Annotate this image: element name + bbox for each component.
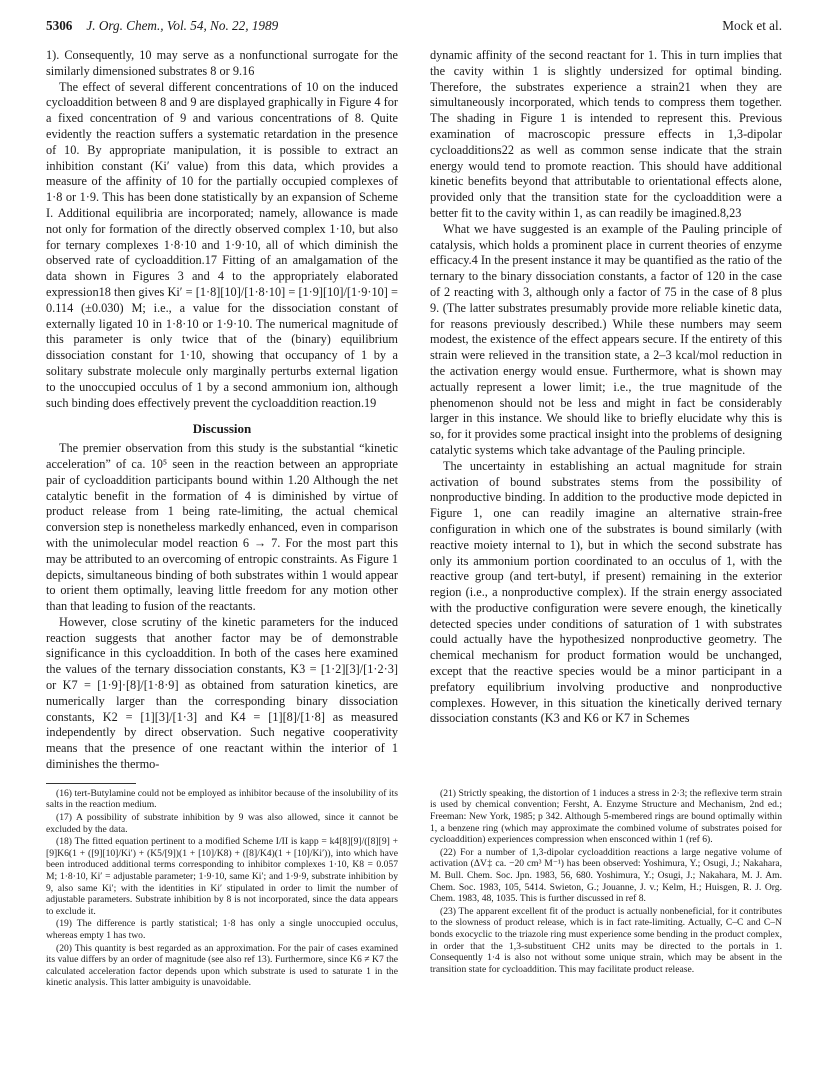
- footnote-17: (17) A possibility of substrate inhibition by 9 was also allowed, since it cannot be excluded by the data.: [46, 812, 398, 835]
- footnote-21: (21) Strictly speaking, the distortion of 1 induces a stress in 2·3; the reflexive term strain is used by chemical convention; Fersht, A. Enzyme Structure and Mechanism, 2nd ed.; Freeman: New York, 1985; p 342. Although 5-membered rings are bound optimally within 1, a benzene ring (which may approximate the combined volume of substrates poised for cycloaddition) experiences compression when ensconced within 1 (ref 6).: [430, 787, 782, 846]
- author-line: Mock et al.: [722, 18, 782, 33]
- body-columns: [46, 48, 782, 773]
- right-column: [430, 48, 782, 773]
- footnote-23: (23) The apparent excellent fit of the product is actually nonbeneficial, for it contributes to the slowness of product release, which is in fact rate-limiting. Actually, C–C and C–N bonds exocyclic to the triazole ring must experience some bending in the product complex, in order that the 1,3-substituent CH2 units may be directed to the portals in 1. Consequently 1·4 is also not without some unique strain, which may be absent in the transition state for cycloaddition. This may facilitate product release.: [430, 905, 782, 975]
- paragraph: dynamic affinity of the second reactant for 1. This in turn implies that the cavity within 1 is slightly undersized for optimal binding. Therefore, the substrates experience a strain21 when they are simultaneously incorporated, which tends to compress them together. The shading in Figure 1 is intended to represent this. Previous examination of macroscopic pressure effects in 1,3-dipolar cycloadditions22 as well as common sense indicate that the strain energy would tend to promote reaction. This should have additional kinetic benefits beyond that attributable to orientational effects alone, provided only that the transition state for the cycloaddition were a better fit to the cavity within 1, as can readily be imagined.8,23: [430, 48, 782, 220]
- paragraph: The premier observation from this study is the substantial “kinetic acceleration” of ca. 10⁵ seen in the reaction between an appropriate pair of cycloaddition participants bound within 1.20 Although the net catalytic benefit in the formation of 4 is diminished by virtue of product release from 1 being rate-limiting, the actual chemical conversion step is nonetheless markedly enhanced, even in comparison with the unimolecular model reaction 6 → 7. For the most part this may be attributed to an overcoming of entropic constraints. As Figure 1 depicts, simultaneous binding of both substrates within 1 would appear to orient them optimally, leaving little freedom for any motion other than that leading to fusion of the reactants.: [46, 441, 398, 614]
- paragraph: What we have suggested is an example of the Pauling principle of catalysis, which holds a prominent place in current theories of enzyme efficacy.4 In the present instance it may be quantified as the ratio of the ternary to the binary dissociation constants, a factor of 120 in the case of 2 reacting with 3, although only a factor of 75 in the case of 8 plus 9. (The latter substrates presumably provide more reliable kinetic data, for reasons previously described.) While these numbers may seem modest, the existence of the effect appears secure. If the entirety of this strain were relieved in the transition state, a 2–3 kcal/mol reduction in the activation energy would ensue. Furthermore, what is shown may actually represent a lower limit; i.e., the true magnitude of the phenomenon should not be less and might in fact be considerably larger in this instance. We should like to briefly elucidate why this is so, for it provides some practical insight into the problems of designing catalytic systems which take advantage of the Pauling principle.: [430, 221, 782, 457]
- footnotes-left: [46, 773, 398, 990]
- footnotes-right: [430, 773, 782, 990]
- left-column: [46, 48, 398, 773]
- footnote-18: (18) The fitted equation pertinent to a modified Scheme I/II is kapp = k4[8][9]/([8][9] + [9]K6(1 + ([9][10]/Ki′) + (K5/[9])(1 + [10]/K8) + ([8]/K4)(1 + [10]/Ki′)), into which have been introduced additional terms corresponding to inhibitor complexes 1·10, K8 = 0.057 M; 1·8·10, Ki′ = adjustable parameter; 1·9·10, same Ki′; and 1·9·9, substrate inhibition by 9, also same Ki′; with the identities in Ki′ stipulated in order to limit the number of adjustable parameters. Substrate inhibition by 8 is not incorporated, since the data appears to exclude it.: [46, 836, 398, 917]
- footnote-rule: [46, 783, 136, 784]
- footnote-20: (20) This quantity is best regarded as an approximation. For the pair of cases examined its value differs by an order of magnitude (see also ref 13). Furthermore, since K6 ≠ K7 the calculated acceleration factor depends upon which substrate is used to saturate 1 in the kinetic analysis. This latter ambiguity is unavoidable.: [46, 942, 398, 989]
- running-header: [46, 18, 782, 48]
- footnote-16: (16) tert-Butylamine could not be employed as inhibitor because of the insolubility of its salts in the reaction medium.: [46, 787, 398, 811]
- footnote-22: (22) For a number of 1,3-dipolar cycloaddition reactions a large negative volume of activation (ΔV‡ ca. −20 cm³ M⁻¹) has been observed: Yoshimura, Y.; Osugi, J.; Nakahara, M. Bull. Chem. Soc. Jpn. 1983, 56, 680. Yoshimura, Y.; Osugi, J.; Nakahara, M. J. Am. Chem. Soc. 1983, 105, 5414. Swieton, G.; Jouanne, J. v.; Kelm, H.; Huisgen, R. J. Org. Chem. 1983, 48, 1035. This is further discussed in ref 8.: [430, 846, 782, 905]
- journal-citation: J. Org. Chem., Vol. 54, No. 22, 1989: [86, 18, 279, 33]
- section-heading-discussion: Discussion: [192, 421, 252, 437]
- paragraph: The uncertainty in establishing an actual magnitude for strain activation of bound substrates stems from the possibility of nonproductive binding. In addition to the productive mode depicted in Figure 1, one can readily imagine an alternative strain-free configuration in which one of the substrates is bound similarly (with reactive moiety internal to 1), but in which the second substrate has only its ammonium portion coordinated to an occulus of 1, with the reactive group (and tert-butyl, if present) remaining in the exterior region (i.e., a nonproductive complex). If the strain energy associated with the productive configuration were severe enough, the kinetically detected species under conditions of saturation of 1 with substrates could actually have the hypothesized nonproductive geometry. The chemical mechanism for product formation would be unchanged, except that the reactive species would be a minor participant in a prefatory equilibrium involving productive and nonproductive complexes. However, in this situation the kinetically derived ternary dissociation constants (K3 and K6 or K7 in Schemes: [430, 458, 782, 726]
- paragraph: 1). Consequently, 10 may serve as a nonfunctional surrogate for the similarly dimensioned substrates 8 or 9.16: [46, 48, 398, 78]
- footnote-19: (19) The difference is partly statistical; 1·8 has only a single unoccupied occulus, whereas empty 1 has two.: [46, 918, 398, 941]
- paragraph: However, close scrutiny of the kinetic parameters for the induced reaction suggests that another factor may be of demonstrable significance in this cycloaddition. In both of the cases here examined the values of the ternary dissociation constants, K3 = [1·2][3]/[1·2·3] or K7 = [1·9]·[8]/[1·8·9] as obtained from saturation kinetics, are numerically larger than the corresponding binary dissociation constants, K2 = [1][3]/[1·3] and K4 = [1][8]/[1·8] as measured independently by direct observation. Such negative cooperativity means that the presence of one reactant within the interior of 1 diminishes the thermo-: [46, 614, 398, 772]
- paragraph: The effect of several different concentrations of 10 on the induced cycloaddition between 8 and 9 are displayed graphically in Figure 4 for a fixed concentration of 9 and various concentrations of 8. Quite evidently the reaction suffers a systematic retardation in the presence of 10. By appropriate manipulation, it is possible to extract an inhibition constant (Ki′ value) from this data, which provides a measure of the affinity of 10 for the partially occupied complexes of 1·8 or 1·9. This has been done statistically by an expansion of Scheme I. Additional equilibria are incorporated; namely, allowance is made not only for formation of the directly observed complex 1·10, but also for ternary complexes 1·8·10 and 1·9·10, all of which diminish the observed rate of cycloaddition.17 Fitting of an amalgamation of the data shown in Figures 3 and 4 to the appropriately elaborated expression18 then gives Ki′ = [1·8][10]/[1·8·10] = [1·9][10]/[1·9·10] = 0.114 (±0.030) M; i.e., a value for the dissociation constant of externally ligated 10 in 1·8·10 or 1·9·10. The numerical magnitude of this parameter is only twice that of the (binary) equilibrium dissociation constant for 1·10, showing that occupancy of 1 by a solitary substrate molecule only marginally perturbs external ligation to the unoccupied occulus of 1 by a second ammonium ion, although such binding does effectively prevent the cycloaddition reaction.19: [46, 79, 398, 410]
- footnotes: [46, 773, 782, 990]
- page-number: 5306: [46, 18, 73, 33]
